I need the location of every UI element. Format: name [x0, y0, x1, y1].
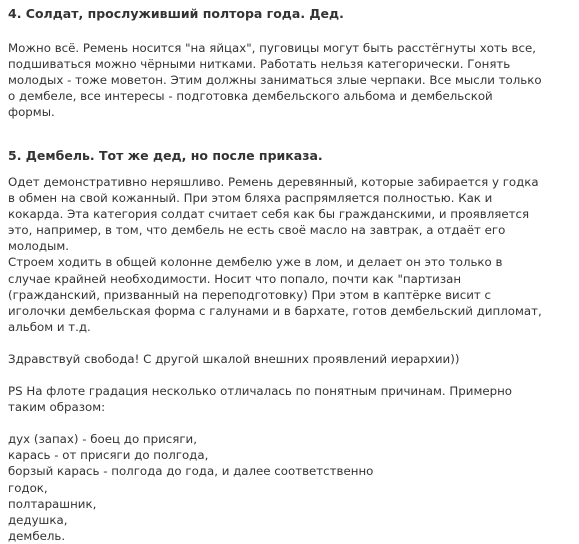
blank-line	[8, 367, 542, 383]
text-line: формы.	[8, 105, 55, 120]
text-line: о дембеле, все интересы - подготовка дембельского альбома и дембельской	[8, 89, 493, 104]
navy-rank-item: карась - от присяги до полгода,	[8, 448, 209, 463]
section-4-heading: 4. Солдат, прослуживший полтора года. Дед.	[8, 6, 344, 21]
section-4-text	[8, 40, 542, 120]
text-line: это, например, в том, что дембель не есть своё масло на завтрак, а отдаёт его	[8, 223, 506, 238]
text-line: подшиваться можно чёрными нитками. Работать нельзя категорически. Гонять	[8, 57, 511, 72]
text-line: в обмен на свой кожанный. При этом бляха распрямляется полностью. Как и	[8, 191, 493, 206]
section-4	[8, 6, 344, 22]
section-5	[8, 148, 323, 164]
navy-rank-item: годок,	[8, 480, 48, 495]
text-line: кокарда. Эта категория солдат считает себя как бы гражданскими, и проявляется	[8, 207, 530, 222]
text-line: Одет демонстративно неряшливо. Ремень деревянный, которые забирается у годка	[8, 175, 539, 189]
ps-line: таким образом:	[8, 400, 106, 415]
text-line: случае крайней необходимости. Носит что попало, почти как "партизан	[8, 271, 462, 286]
text-line: Можно всё. Ремень носится "на яйцах", пуговицы могут быть расстёгнуты хоть все,	[8, 41, 536, 55]
navy-rank-item: дедушка,	[8, 512, 68, 527]
navy-rank-item: дембель.	[8, 528, 66, 543]
text-line: альбом и т.д.	[8, 319, 91, 334]
text-line: молодых - тоже моветон. Этим должны заниматься злые черпаки. Все мысли только	[8, 73, 542, 88]
section-5-text	[8, 174, 542, 544]
blank-line	[8, 415, 542, 431]
navy-rank-item: полтарашник,	[8, 496, 97, 511]
text-line: молодым.	[8, 239, 69, 254]
navy-rank-item: дух (запах) - боец до присяги,	[8, 432, 197, 447]
blank-line	[8, 335, 542, 351]
text-line: Строем ходить в общей колонне дембелю уже в лом, и делает он это только в	[8, 255, 503, 270]
section-5-heading: 5. Дембель. Тот же дед, но после приказа.	[8, 148, 323, 163]
ps-line: PS На флоте градация несколько отличалась по понятным причинам. Примерно	[8, 384, 513, 399]
text-line: (гражданский, призванный на переподготовку) При этом в каптёрке висит с	[8, 287, 491, 302]
freedom-line: Здравствуй свобода! С другой шкалой внешних проявлений иерархии))	[8, 351, 460, 366]
text-line: иголочки дембельская форма с галунами и в бархате, готов дембельский дипломат,	[8, 303, 542, 318]
navy-rank-item: борзый карась - полгода до года, и далее соответственно	[8, 464, 374, 479]
